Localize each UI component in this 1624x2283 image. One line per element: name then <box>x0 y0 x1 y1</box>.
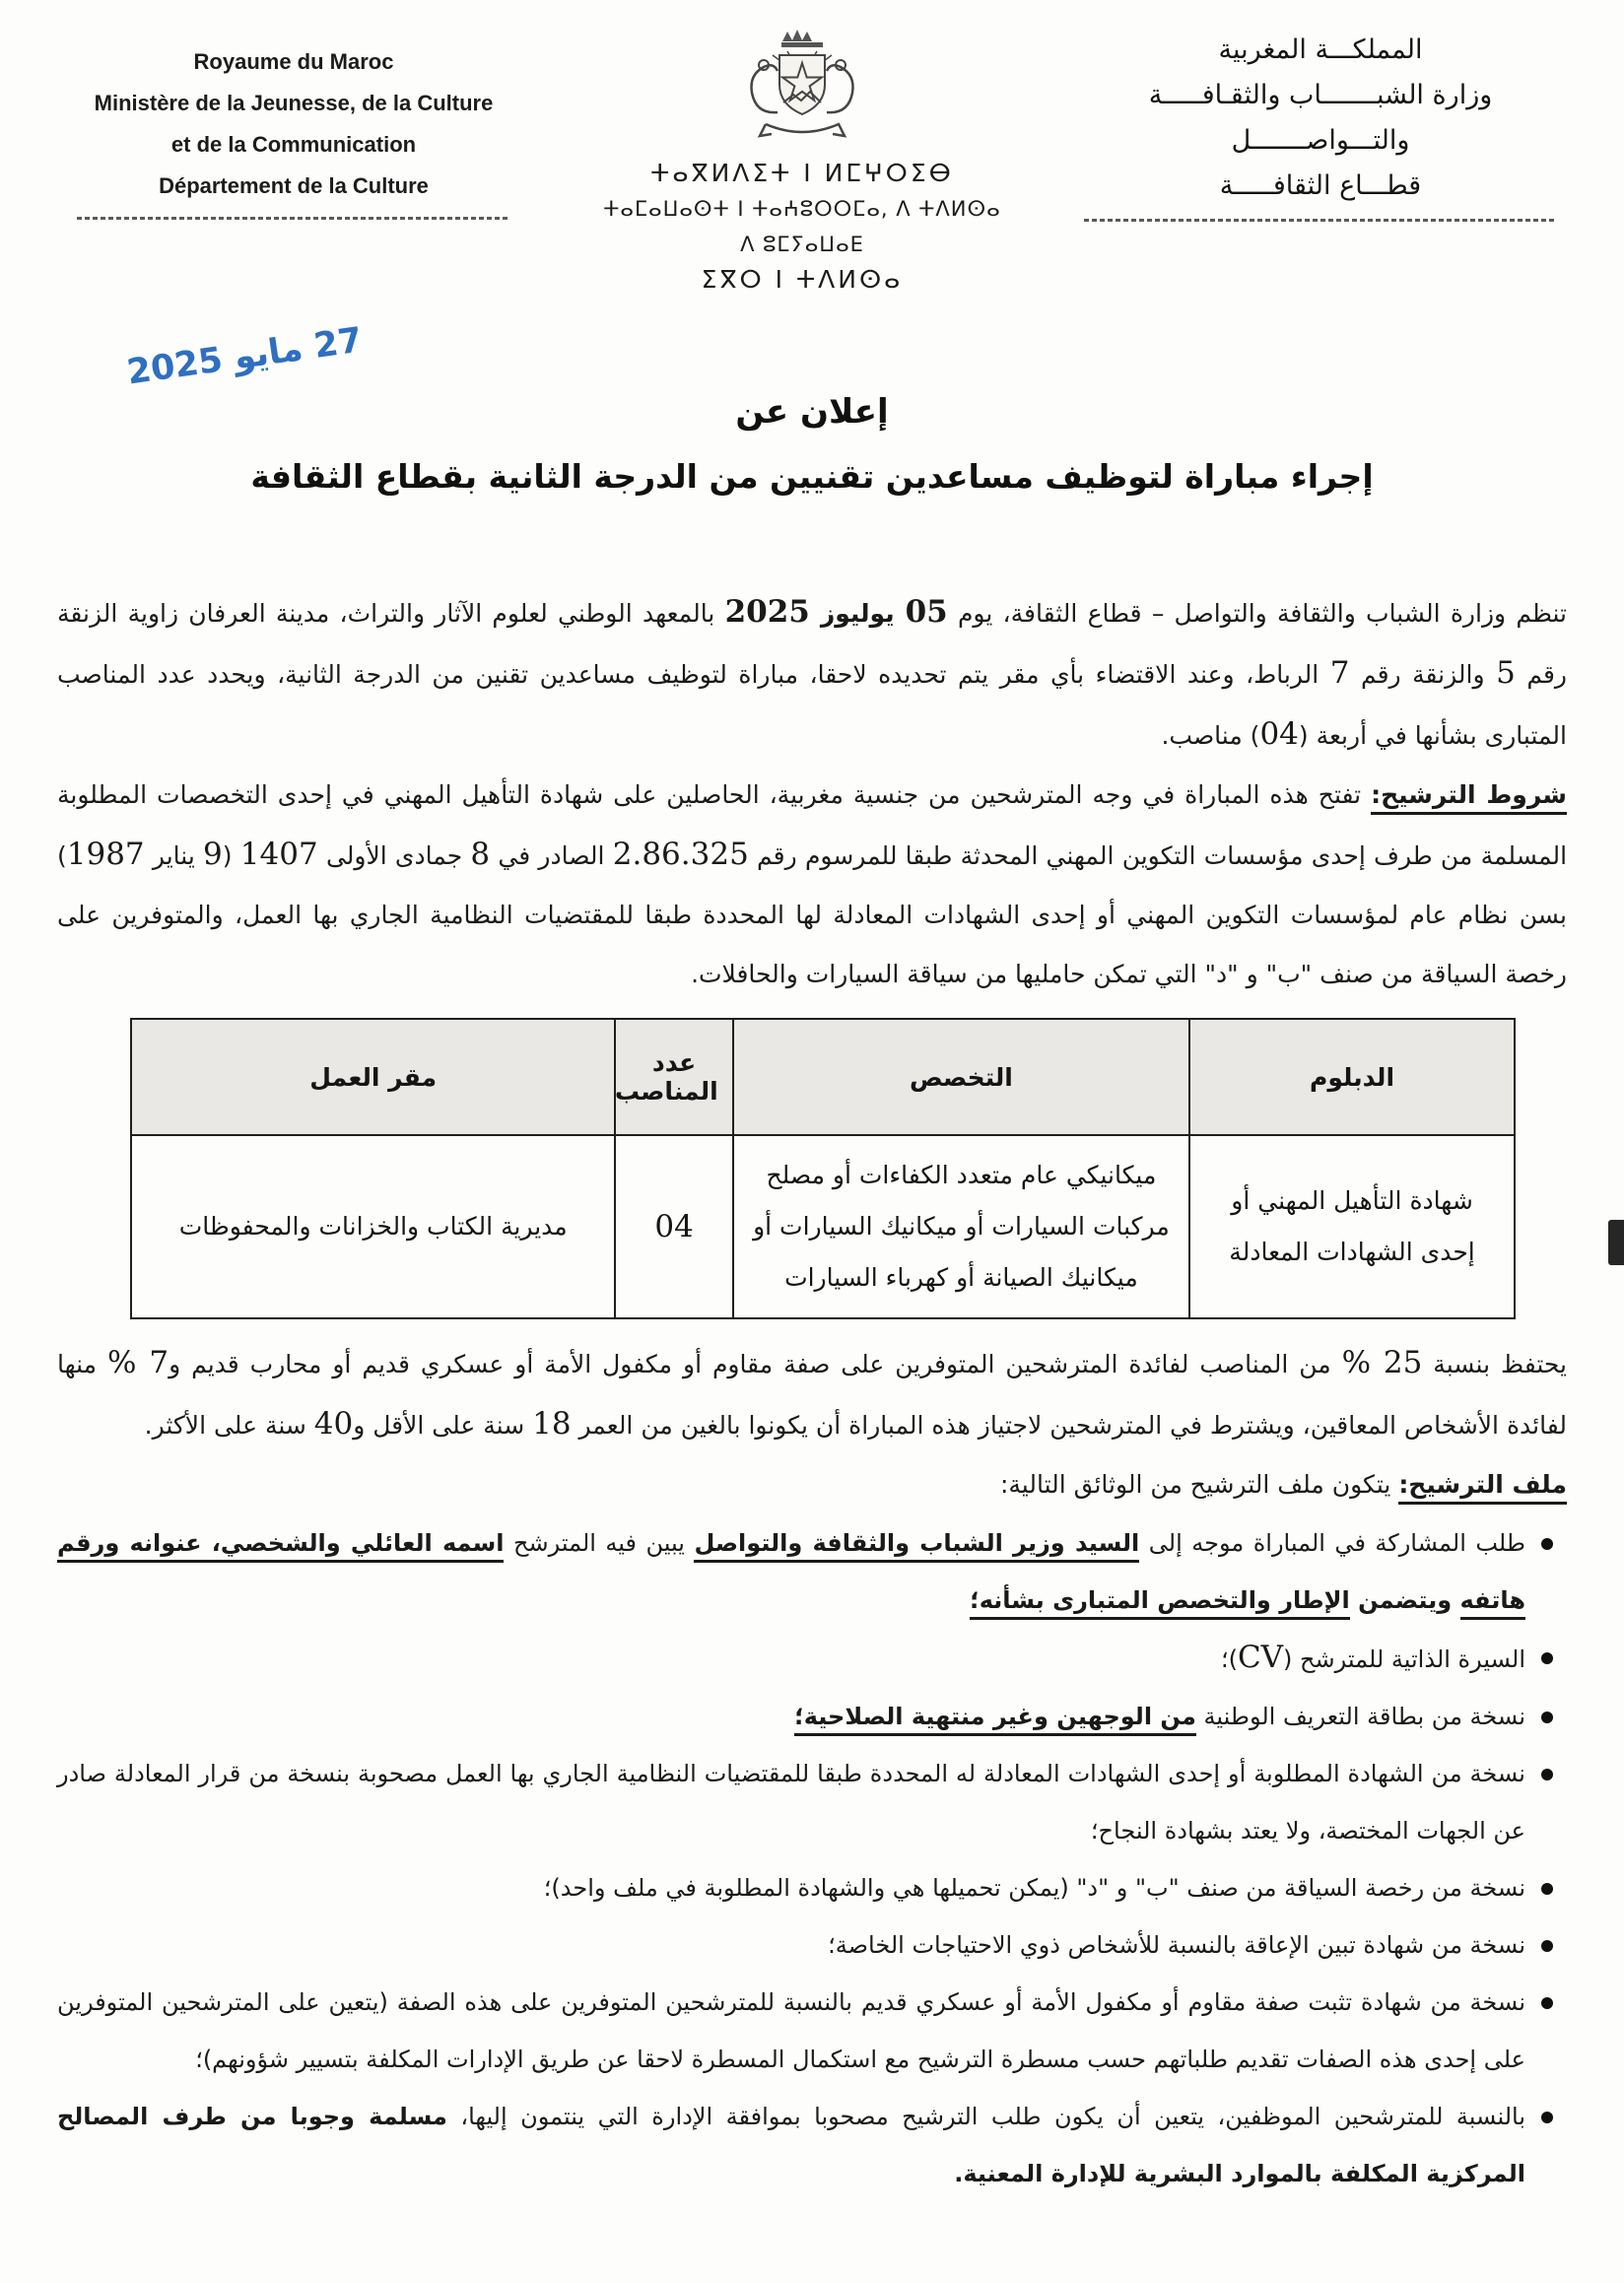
bullet-icon <box>1541 2112 1553 2123</box>
list-item: نسخة من الشهادة المطلوبة أو إحدى الشهادات المعادلة له المحددة طبقا للمقتضيات النظامية الجاري بها العمل مصحوبة بنسخة من قرار المعادلة صادر عن الجهات المختصة، ولا يعتد بشهادة النجاح؛ <box>57 1745 1567 1859</box>
cell-positions-count: 04 <box>615 1135 732 1318</box>
cell-workplace: مديرية الكتاب والخزانات والمحفوظات <box>131 1135 615 1318</box>
ministry-fr-1: Ministère de la Jeunesse, de la Culture <box>94 91 494 115</box>
bullet-icon <box>1541 1652 1553 1664</box>
list-item: طلب المشاركة في المباراة موجه إلى السيد وزير الشباب والثقافة والتواصل يبين فيه المترشح اسمه العائلي والشخصي، عنوانه ورقم هاتفه ويتضمن الإطار والتخصص المتبارى بشأنه؛ <box>57 1514 1567 1629</box>
letterhead-center <box>595 26 1009 298</box>
tifinagh-department: ⵉⴳⵔ ⵏ ⵜⴷⵍⵙⴰ <box>701 265 904 294</box>
bullet-icon <box>1541 1997 1553 2009</box>
table-header-row <box>131 1019 1515 1135</box>
separator-dotted-line <box>1084 219 1557 222</box>
tifinagh-kingdom: ⵜⴰⴳⵍⴷⵉⵜ ⵏ ⵍⵎⵖⵔⵉⴱ <box>650 159 954 187</box>
bullet-icon <box>1541 1538 1553 1550</box>
list-item: نسخة من شهادة تبين الإعاقة بالنسبة للأشخاص ذوي الاحتياجات الخاصة؛ <box>57 1916 1567 1974</box>
positions-table <box>130 1018 1516 1319</box>
letterhead <box>57 26 1567 298</box>
eligibility-paragraph: شروط الترشيح: تفتح هذه المباراة في وجه المترشحين من جنسية مغربية، الحاصلين على شهادة التأهيل المهني في إحدى التخصصات المطلوبة المسلمة من طرف إحدى مؤسسات التكوين المهني المحدثة طبقا للمرسوم رقم 2.86.325 الصادر في 8 جمادى الأولى 1407 (9 يناير 1987) بسن نظام عام لمؤسسات التكوين المهني أو إحدى الشهادات المعادلة لها المحددة طبقا للمقتضيات النظامية الجاري بها العمل، والمتوفرين على رخصة السياقة من صنف "ب" و "د" التي تمكن حامليها من سياقة السيارات والحافلات. <box>57 780 1568 988</box>
ministry-fr-2: et de la Communication <box>170 132 417 157</box>
list-item: نسخة من رخصة السياقة من صنف "ب" و "د" (يمكن تحميلها هي والشهادة المطلوبة في ملف واحد)؛ <box>57 1859 1567 1916</box>
department-ar: قطـــاع الثقافـــــة <box>1219 170 1422 201</box>
announcement-subtitle: إجراء مباراة لتوظيف مساعدين تقنيين من الدرجة الثانية بقطاع الثقافة <box>250 457 1374 496</box>
tifinagh-ministry: ⵜⴰⵎⴰⵡⴰⵙⵜ ⵏ ⵜⴰⵄⵓⵔⵔⵎⴰ, ⴷ ⵜⴷⵍⵙⴰ ⴷ ⵓⵎⵢⴰⵡⴰⴹ <box>603 197 1001 256</box>
quota-paragraph: يحتفظ بنسبة 25 % من المناصب لفائدة المترشحين المتوفرين على صفة مقاوم أو مكفول الأمة أو عسكري قديم أو محارب قديم و7 % منها لفائدة الأشخاص المعاقين، ويشترط في المترشحين لاجتياز هذه المباراة أن يكونوا بالغين من العمر 18 سنة على الأقل و40 سنة على الأكثر. <box>57 1345 1568 1442</box>
required-documents-list <box>57 1514 1567 2202</box>
list-item: نسخة من بطاقة التعريف الوطنية من الوجهين وغير منتهية الصلاحية؛ <box>57 1688 1567 1745</box>
letterhead-arabic <box>1074 26 1567 222</box>
bullet-icon <box>1541 1712 1553 1723</box>
intro-paragraph: تنظم وزارة الشباب والثقافة والتواصل – قطاع الثقافة، يوم 05 يوليوز 2025 بالمعهد الوطني لعلوم الآثار والتراث، مدينة العرفان زاوية الزنقة رقم 5 والزنقة رقم 7 الرباط، وعند الاقتضاء بأي مقر يتم تحديده لاحقا، مباراة لتوظيف مساعدين تقنين من الدرجة الثانية، ويحدد عدد المناصب المتبارى بشأنها في أربعة (04) مناصب. <box>57 594 1567 752</box>
cell-diploma: شهادة التأهيل المهني أو إحدى الشهادات المعادلة <box>1189 1135 1515 1318</box>
list-item: نسخة من شهادة تثبت صفة مقاوم أو مكفول الأمة أو عسكري قديم بالنسبة للمترشحين المتوفرين على هذه الصفة (يتعين على المترشحين المتوفرين على إحدى هذه الصفات تقديم طلباتهم حسب مسطرة الترشيح مع استكمال المسطرة لاحقا عن طريق الإدارات المكلفة بتسيير شؤونهم)؛ <box>57 1974 1567 2088</box>
letterhead-french <box>57 26 530 220</box>
scan-artifact <box>1608 1220 1624 1265</box>
coat-of-arms-icon <box>728 26 876 152</box>
kingdom-ar: المملكـــة المغربية <box>1218 34 1423 65</box>
bullet-icon <box>1541 1883 1553 1895</box>
ministry-ar-2: والتـــواصـــــــل <box>1231 125 1410 156</box>
col-workplace: مقر العمل <box>131 1019 615 1135</box>
application-file-heading: ملف الترشيح: يتكون ملف الترشيح من الوثائق التالية: <box>57 1455 1567 1514</box>
kingdom-fr: Royaume du Maroc <box>193 49 394 74</box>
cell-specialty: ميكانيكي عام متعدد الكفاءات أو مصلح مركبات السيارات أو ميكانيك السيارات أو ميكانيك الصيانة أو كهرباء السيارات <box>733 1135 1189 1318</box>
col-diploma: الدبلوم <box>1189 1019 1515 1135</box>
handwritten-date-stamp: 27 مايو 2025 <box>124 320 366 393</box>
list-item: بالنسبة للمترشحين الموظفين، يتعين أن يكون طلب الترشيح مصحوبا بموافقة الإدارة التي ينتمون إليها، مسلمة وجوبا من طرف المصالح المركزية المكلفة بالموارد البشرية للإدارة المعنية. <box>57 2088 1567 2202</box>
col-positions-count: عدد المناصب <box>615 1019 732 1135</box>
separator-dotted-line <box>77 217 510 220</box>
positions-table-header <box>131 1019 1515 1135</box>
table-row <box>131 1135 1515 1318</box>
list-item: السيرة الذاتية للمترشح (CV)؛ <box>57 1629 1567 1688</box>
bullet-icon <box>1541 1940 1553 1952</box>
col-specialty: التخصص <box>733 1019 1189 1135</box>
bullet-icon <box>1541 1769 1553 1780</box>
ministry-ar-1: وزارة الشبـــــــاب والثقـافـــــة <box>1148 80 1493 110</box>
announcement-title: إعلان عن <box>735 392 889 432</box>
department-fr: Département de la Culture <box>159 173 429 198</box>
